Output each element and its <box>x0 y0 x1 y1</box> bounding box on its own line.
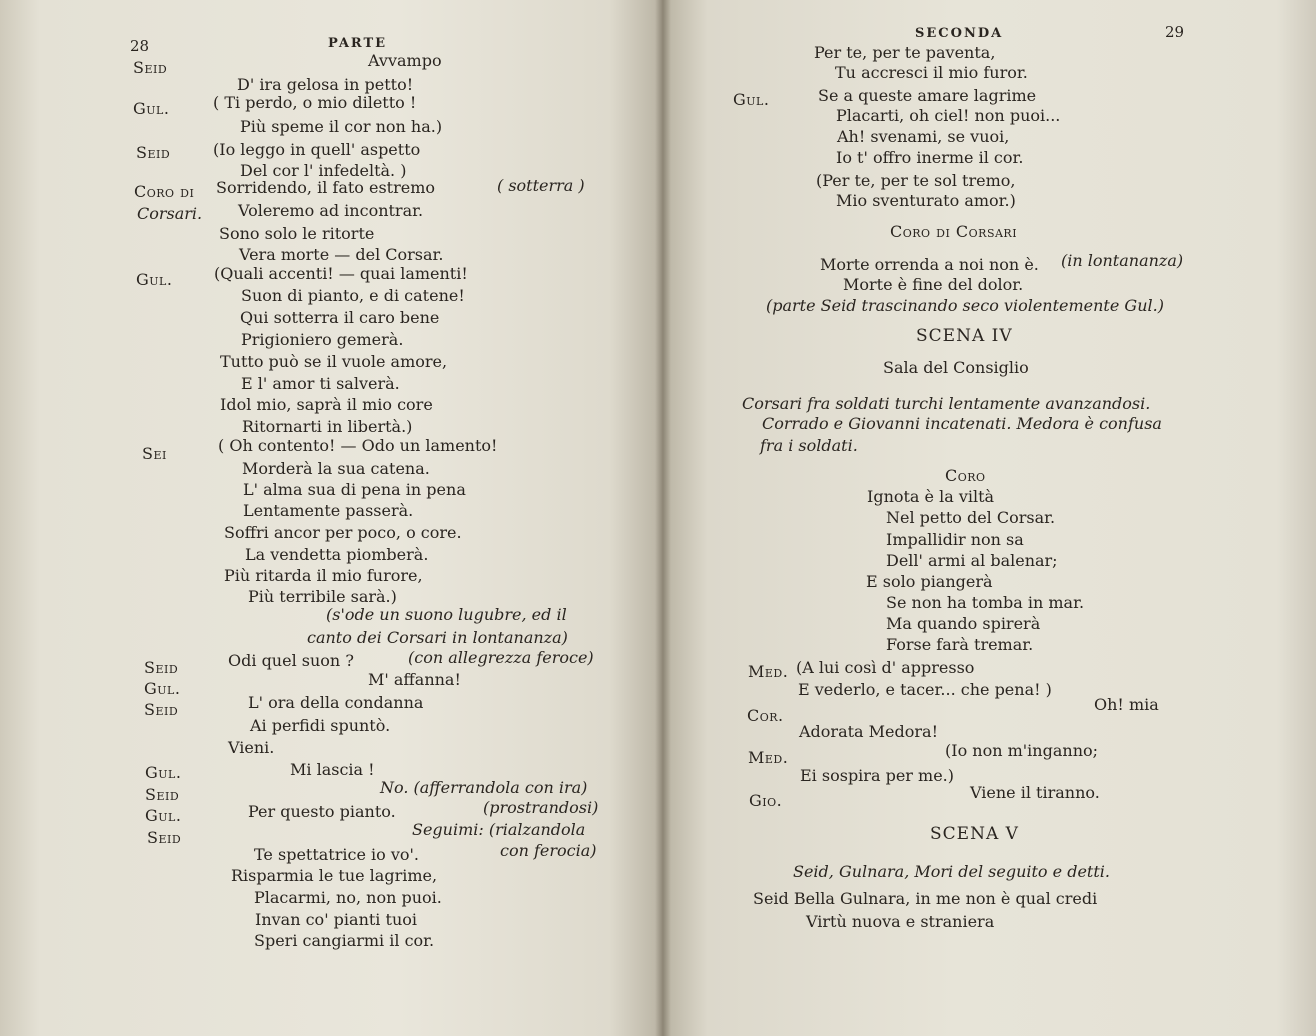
text-line: Odi quel suon ? <box>228 651 354 670</box>
text-line: ( Ti perdo, o mio diletto ! <box>213 93 417 112</box>
text-line: Seid <box>145 785 180 804</box>
text-line: M' affanna! <box>368 670 461 689</box>
text-line: Ah! svenami, se vuoi, <box>837 127 1010 146</box>
text-line: Tutto può se il vuole amore, <box>220 352 448 371</box>
text-line: Vieni. <box>228 738 275 757</box>
text-line: (Per te, per te sol tremo, <box>816 171 1016 190</box>
text-line: Morderà la sua catena. <box>242 459 430 478</box>
text-line: Io t' offro inerme il cor. <box>836 148 1024 167</box>
text-line: Per questo pianto. <box>248 802 396 821</box>
text-line: (parte Seid trascinando seco violentemente Gul.) <box>766 296 1164 315</box>
text-line: Avvampo <box>368 51 442 70</box>
text-line: Mio sventurato amor.) <box>836 191 1016 210</box>
text-line: Voleremo ad incontrar. <box>238 201 424 220</box>
text-line: Placarmi, no, non puoi. <box>254 888 442 907</box>
text-line: Morte è fine del dolor. <box>843 275 1024 294</box>
text-line: (Io non m'inganno; <box>945 741 1099 760</box>
text-line: (A lui così d' appresso <box>796 658 975 677</box>
text-line: Seid <box>133 58 168 77</box>
text-line: Più terribile sarà.) <box>248 587 397 606</box>
text-line: (Io leggo in quell' aspetto <box>213 140 421 159</box>
text-line: Più speme il cor non ha.) <box>240 117 443 136</box>
page-number-left: 28 <box>130 37 150 55</box>
text-line: SCENA V <box>930 824 1019 844</box>
text-line: Gul. <box>133 99 170 118</box>
text-line: Soffri ancor per poco, o core. <box>224 523 462 542</box>
text-line: fra i soldati. <box>760 436 858 455</box>
text-line: Invan co' pianti tuoi <box>255 910 417 929</box>
text-line: E l' amor ti salverà. <box>241 374 400 393</box>
text-line: Del cor l' infedeltà. ) <box>240 161 407 180</box>
text-line: Seguimi: (rialzandola <box>412 820 586 839</box>
text-line: (in lontananza) <box>1061 251 1184 270</box>
text-line: Oh! mia <box>1094 695 1159 714</box>
text-line: Speri cangiarmi il cor. <box>254 931 435 950</box>
text-line: Vera morte — del Corsar. <box>239 245 444 264</box>
right-page <box>662 0 1316 1036</box>
text-line: ( Oh contento! — Odo un lamento! <box>218 436 498 455</box>
text-line: Mi lascia ! <box>290 760 375 779</box>
text-line: Più ritarda il mio furore, <box>224 566 423 585</box>
text-line: Ai perfidi spuntò. <box>250 716 391 735</box>
text-line: Sorridendo, il fato estremo <box>216 178 436 197</box>
text-line: Se a queste amare lagrime <box>818 86 1037 105</box>
text-line: Dell' armi al balenar; <box>886 551 1058 570</box>
running-header-right: SECONDA <box>915 26 1004 41</box>
text-line: Ma quando spirerà <box>886 614 1041 633</box>
text-line: Per te, per te paventa, <box>814 43 996 62</box>
text-line: canto dei Corsari in lontananza) <box>307 628 568 647</box>
text-line: Forse farà tremar. <box>886 635 1034 654</box>
text-line: Prigioniero gemerà. <box>241 330 404 349</box>
text-line: SCENA IV <box>916 326 1013 346</box>
text-line: Nel petto del Corsar. <box>886 508 1056 527</box>
text-line: con ferocia) <box>500 841 597 860</box>
text-line: (prostrandosi) <box>483 798 599 817</box>
text-line: L' alma sua di pena in pena <box>243 480 466 499</box>
text-line: Gul. <box>144 679 181 698</box>
text-line: Coro di <box>134 182 195 201</box>
text-line: Coro di Corsari <box>890 222 1018 241</box>
text-line: Med. <box>748 748 789 767</box>
text-line: Ei sospira per me.) <box>800 766 954 785</box>
text-line: E vederlo, e tacer... che pena! ) <box>798 680 1052 699</box>
text-line: ( sotterra ) <box>497 176 585 195</box>
text-line: Impallidir non sa <box>886 530 1024 549</box>
text-line: Viene il tiranno. <box>970 783 1100 802</box>
text-line: Ritornarti in libertà.) <box>242 417 413 436</box>
text-line: Corsari fra soldati turchi lentamente avanzandosi. <box>742 394 1151 413</box>
text-line: (Quali accenti! — quai lamenti! <box>214 264 468 283</box>
text-line: Seid <box>144 700 179 719</box>
text-line: L' ora della condanna <box>248 693 424 712</box>
text-line: (s'ode un suono lugubre, ed il <box>326 605 567 624</box>
text-line: Corrado e Giovanni incatenati. Medora è confusa <box>762 414 1162 433</box>
text-line: Suon di pianto, e di catene! <box>241 286 465 305</box>
text-line: Virtù nuova e straniera <box>806 912 995 931</box>
text-line: Seid, Gulnara, Mori del seguito e detti. <box>793 862 1110 881</box>
text-line: No. (afferrandola con ira) <box>380 778 588 797</box>
text-line: Corsari. <box>137 204 203 223</box>
text-line: Gul. <box>145 763 182 782</box>
text-line: Ignota è la viltà <box>867 487 995 506</box>
text-line: Placarti, oh ciel! non puoi... <box>836 106 1061 125</box>
running-header-left: PARTE <box>328 36 388 51</box>
text-line: Gul. <box>733 90 770 109</box>
text-line: D' ira gelosa in petto! <box>237 75 414 94</box>
text-line: Gul. <box>145 806 182 825</box>
text-line: Sala del Consiglio <box>883 358 1029 377</box>
page-number-right: 29 <box>1165 23 1185 41</box>
text-line: E solo piangerà <box>866 572 993 591</box>
text-line: Seid <box>136 143 171 162</box>
text-line: Seid Bella Gulnara, in me non è qual credi <box>753 889 1098 908</box>
text-line: Tu accresci il mio furor. <box>835 63 1028 82</box>
text-line: Med. <box>748 662 789 681</box>
text-line: Morte orrenda a noi non è. <box>820 255 1039 274</box>
text-line: Risparmia le tue lagrime, <box>231 866 438 885</box>
text-line: Lentamente passerà. <box>243 501 414 520</box>
text-line: Gul. <box>136 270 173 289</box>
text-line: Adorata Medora! <box>799 722 939 741</box>
text-line: Seid <box>144 658 179 677</box>
book-gutter <box>655 0 671 1036</box>
text-line: Sei <box>142 444 167 463</box>
text-line: Te spettatrice io vo'. <box>254 845 420 864</box>
text-line: Se non ha tomba in mar. <box>886 593 1085 612</box>
text-line: Qui sotterra il caro bene <box>240 308 440 327</box>
text-line: La vendetta piomberà. <box>245 545 429 564</box>
text-line: Sono solo le ritorte <box>219 224 375 243</box>
text-line: Seid <box>147 828 182 847</box>
text-line: Idol mio, saprà il mio core <box>220 395 433 414</box>
text-line: Coro <box>945 466 986 485</box>
text-line: Gio. <box>749 791 783 810</box>
text-line: (con allegrezza feroce) <box>408 648 594 667</box>
text-line: Cor. <box>747 706 784 725</box>
